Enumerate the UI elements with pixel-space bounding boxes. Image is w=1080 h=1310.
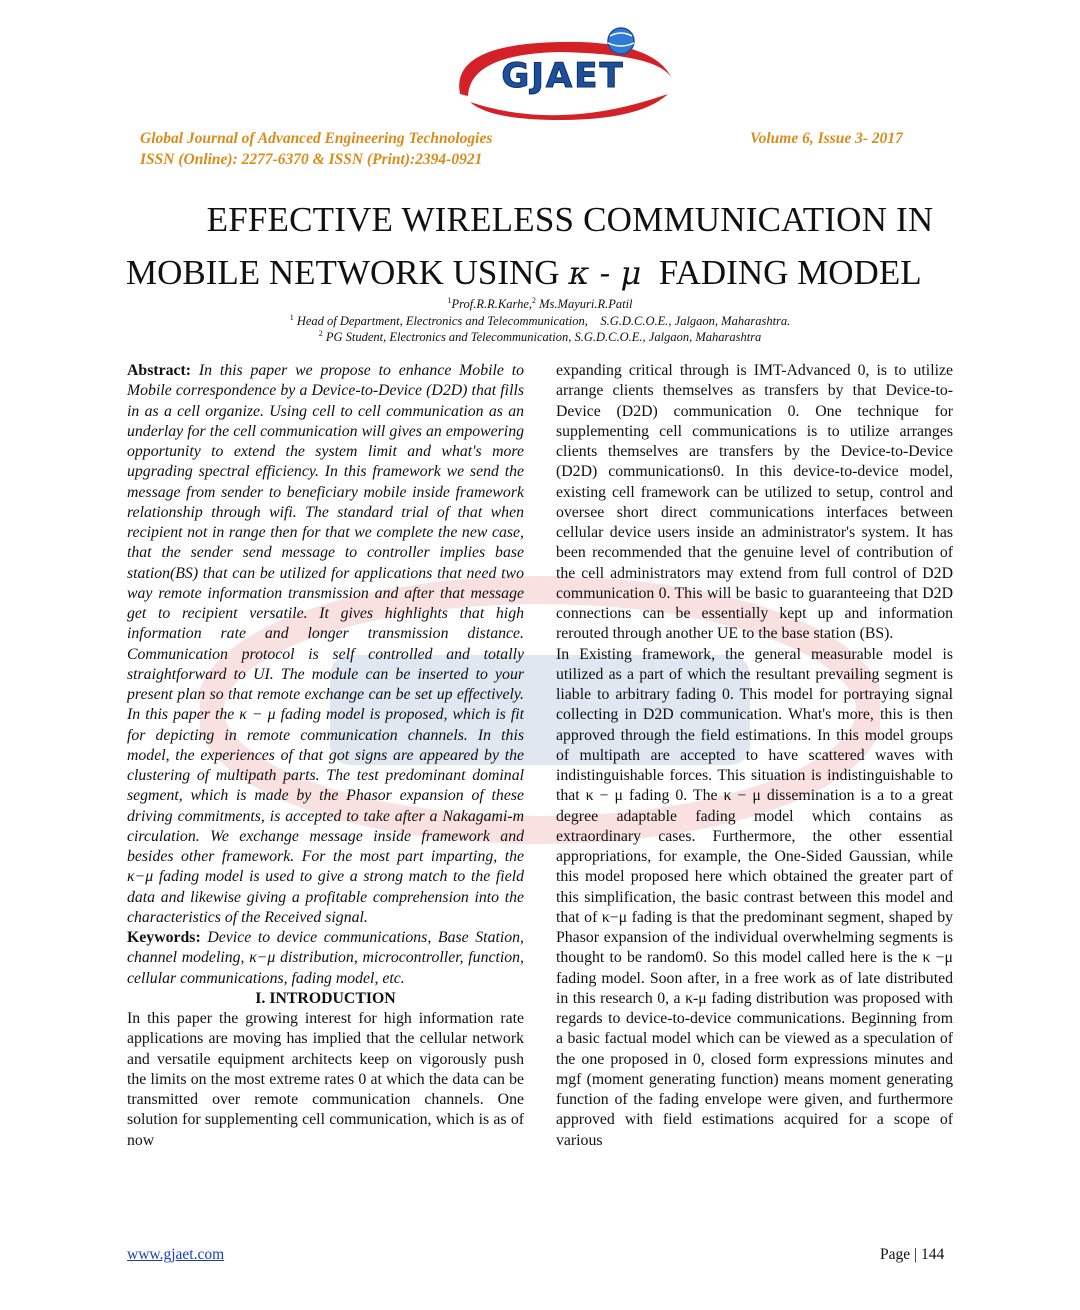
volume-issue: Volume 6, Issue 3- 2017 — [750, 130, 903, 147]
title-line2-suffix: FADING MODEL — [641, 253, 922, 292]
author2-sup: 2 — [532, 296, 537, 305]
affiliation-1 — [0, 313, 1080, 329]
title-kappa-mu-symbol: κ - μ — [568, 254, 642, 292]
abstract-label: Abstract — [127, 362, 186, 379]
section-heading-introduction: I. INTRODUCTION — [255, 989, 396, 1007]
paper-title-line1: EFFECTIVE WIRELESS COMMUNICATION IN — [206, 200, 934, 239]
affiliation-2 — [0, 329, 1080, 345]
author1-name: Prof.R.R.Karhe, — [451, 297, 533, 312]
authors — [0, 296, 1080, 312]
right-column — [556, 361, 953, 1151]
aff1-sup: 1 — [289, 313, 294, 322]
footer-website-link[interactable]: www.gjaet.com — [127, 1246, 225, 1263]
page-number: Page | 144 — [880, 1246, 945, 1263]
issn: ISSN (Online): 2277-6370 & ISSN (Print):2394-0921 — [140, 151, 483, 168]
paper-title-line2 — [126, 253, 922, 293]
aff2-sup: 2 — [318, 329, 323, 338]
abstract-text: In this paper we propose to enhance Mobile to Mobile correspondence by a Device-to-Device (D2D) that fills in as a cell organize. Using cell to cell communication as an underlay for the cell communication will gives an empowering opportunity to extend the system limit and what's more upgrading spectral efficiency. In this framework we send the message from sender to beneficiary mobile inside framework relationship through wifi. The standard trial of that when recipient not in range then for that we complete the new case, that the sender send message to controller implies base station(BS) that can be utilized for applications that need two way remote information transmission and after that message get to recipient versatile. It gives highlights that high information rate and longer transmission distance. Communication protocol is self controlled and totally straightforward to UI. The module can be inserted to your present plan so that remote exchange can be set up effectively. In this paper the κ − μ fading model is proposed, which is fit for depicting in remote communication channels. In this model, the experiences of that got signs are appeared by the clustering of multipath parts. The test predominant dominal segment, which is made by the Phasor expansion of these driving commitments, is accepted to take after a Nakagami-m circulation. We exchange message inside framework and besides other framework. For the most part imparting, the κ−μ fading model is used to give a strong match to the field data and likewise giving a profitable comprehension into the characteristics of the Received signal. — [127, 362, 524, 926]
author2-name: Ms.Mayuri.R.Patil — [536, 297, 633, 312]
right-paragraph-1: expanding critical through is IMT-Advanced 0, is to utilize arrange clients themselves as transfers by that Device-to-Device (D2D) communication 0. One technique for supplementing cell communications is to utilize arranges clients themselves are transfers by the Device-to-Device (D2D) communications0. In this device-to-device model, existing cell framework can be utilized to setup, control and oversee short direct communications interfaces between cellular device users inside an administrator's system. It has been recommended that the genuine level of contribution of the cell administrators may extend from full control of D2D communication 0. This will be basic to guaranteeing that D2D connections can be essentially kept up and information rerouted through another UE to the base station (BS). — [556, 362, 953, 643]
author1-sup: 1 — [447, 296, 452, 305]
introduction-text: In this paper the growing interest for high information rate applications are moving has implied that the cellular network and versatile equipment architects keep on vigorously push the limits on the most extreme rates 0 at which the data can be transmitted over remote communication channels. One solution for supplementing cell communication, which is as of now — [127, 1010, 524, 1149]
globe-icon — [608, 28, 634, 54]
aff2-text: PG Student, Electronics and Telecommunication, S.G.D.C.O.E., Jalgaon, Maharashtra — [322, 330, 762, 345]
title-line2-prefix: MOBILE NETWORK USING — [126, 253, 569, 292]
keywords-text: Device to device communications, Base Station, channel modeling, κ−μ distribution, microcontroller, function, cellular communications, fading model, etc. — [127, 929, 524, 987]
aff1-text: Head of Department, Electronics and Telecommunication, S.G.D.C.O.E., Jalgaon, Maharashtra. — [293, 314, 791, 329]
left-column — [127, 361, 524, 1151]
logo-swoosh-bottom — [470, 94, 668, 120]
journal-name: Global Journal of Advanced Engineering Technologies — [140, 130, 493, 147]
keywords — [127, 928, 524, 989]
keywords-label: Keywords: — [127, 929, 201, 946]
right-paragraph-2: In Existing framework, the general measurable model is utilized as a part of which the resultant prevailing segment is liable to arbitrary fading 0. This model for portraying signal collecting in D2D communication. What's more, this is then approved through the field estimations. In this model groups of multipath are accepted to have scattered waves with indistinguishable forces. This situation is indistinguishable to that κ − μ fading 0. The κ − μ dissemination is a to a great degree adaptable fading model which contains as extraordinary cases. Furthermore, the other essential appropriations, for example, the One-Sided Gaussian, while this model proposed here which obtained the greater part of this simplification, the basic contrast between this model and that of κ−μ fading is that the predominant segment, shaped by Phasor expansion of the individual overwhelming segments is thought to be random0. So this model called here is the κ −μ fading model. Soon after, in a free work as of late distributed in this research 0, a κ-μ fading distribution was proposed with regards to device-to-device communications. Beginning from a basic factual model which can be viewed as a speculation of the one proposed in 0, closed form expressions minutes and mgf (moment generating function) means moment generating function of the fading envelope were given, and furthermore approved with field estimations acquired for a scope of various — [556, 645, 953, 1149]
abstract: Abstract: In this paper we propose to enhance Mobile to Mobile correspondence by a Device-to-Device (D2D) that fills in as a cell organize. Using cell to cell communication as an underlay for the cell communication will gives an empowering opportunity to extend the system limit and what's more upgrading spectral efficiency. In this framework we send the message from sender to beneficiary mobile inside framework relationship through wifi. The standard trial of that when recipient not in range then for that we complete the new case, that the sender send message to controller implies base station(BS) that can be utilized for applications that need two way remote information transmission and after that message get to recipient versatile. It gives highlights that high information rate and longer transmission distance. Communication protocol is self controlled and totally straightforward to UI. The module can be inserted to your present plan so that remote exchange can be set up effectively. In this paper the κ − μ fading model is proposed, which is fit for depicting in remote communication channels. In this model, the experiences of that got signs are appeared by the clustering of multipath parts. The test predominant dominal segment, which is made by the Phasor expansion of these driving commitments, is accepted to take after a Nakagami-m circulation. We exchange message inside framework and besides other framework. For the most part imparting, the κ−μ fading model is used to give a strong match to the field data and likewise giving a profitable comprehension into the characteristics of the Received signal. — [127, 362, 524, 926]
logo-text: GJAET — [501, 56, 625, 96]
